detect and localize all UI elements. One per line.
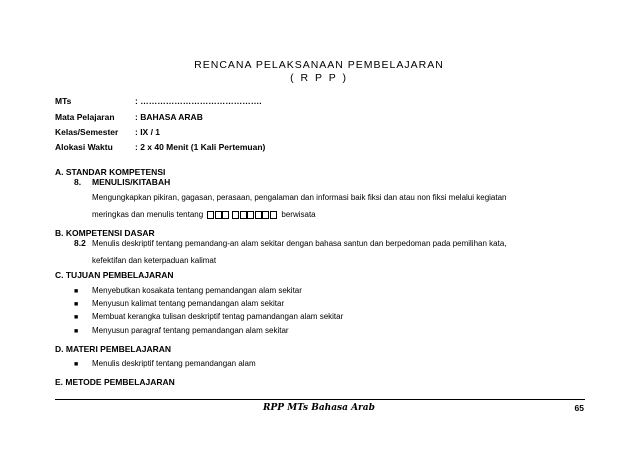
bullet-icon: ■ — [74, 361, 79, 368]
list-item-text: Menyusun kalimat tentang pemandangan alam sekitar — [92, 299, 285, 308]
section-a-text-line1: Mengungkapkan pikiran, gagasan, perasaan, pengalaman dan informasi baik fiksi dan atau non fiksi melalui kegiatan — [92, 193, 507, 202]
info-label: Alokasi Waktu — [55, 142, 113, 152]
info-row-kelas-semester — [55, 127, 160, 138]
competency-number: 8. — [74, 177, 82, 187]
competency-number: 8.2 — [74, 238, 86, 248]
bullet-icon: ■ — [74, 314, 79, 321]
info-row-alokasi-waktu — [55, 142, 265, 153]
footer-divider — [55, 399, 585, 400]
competency-title: MENULIS/KITABAH — [92, 177, 171, 187]
line-text-after: berwisata — [281, 210, 316, 219]
info-label: Kelas/Semester — [55, 127, 119, 137]
section-a-heading: A. STANDAR KOMPETENSI — [55, 167, 166, 177]
footer-title: RPP MTs Bahasa Arab — [263, 403, 375, 413]
list-item-text: Menulis deskriptif tentang pemandangan alam — [92, 359, 256, 368]
competency-text: Menulis deskriptif tentang pemandang-an alam sekitar dengan bahasa santun dan berpedoman pada pemilihan kata, — [92, 239, 507, 248]
section-a-subheading — [74, 177, 170, 188]
document-title: RENCANA PELAKSANAAN PEMBELAJARAN — [194, 59, 444, 71]
info-value: : 2 x 40 Menit (1 Kali Pertemuan) — [135, 142, 266, 152]
list-item — [74, 358, 256, 370]
info-label: MTs — [55, 96, 72, 106]
bullet-icon: ■ — [74, 288, 79, 295]
arabic-script-glyphs — [207, 209, 277, 220]
info-label: Mata Pelajaran — [55, 112, 115, 122]
section-c-heading: C. TUJUAN PEMBELAJARAN — [55, 270, 174, 280]
page-number: 65 — [574, 403, 584, 413]
info-value: : BAHASA ARAB — [135, 112, 203, 122]
list-item — [74, 311, 343, 323]
document-subtitle: ( R P P ) — [290, 72, 348, 84]
bullet-icon: ■ — [74, 328, 79, 335]
section-d-heading: D. MATERI PEMBELAJARAN — [55, 344, 172, 354]
list-item — [74, 325, 289, 337]
info-value: : IX / 1 — [135, 127, 161, 137]
info-value: : ……………………………………. — [135, 96, 262, 106]
bullet-icon: ■ — [74, 301, 79, 308]
list-item-text: Membuat kerangka tulisan deskriptif tentag pamandangan alam sekitar — [92, 312, 344, 321]
list-item — [74, 285, 302, 297]
section-a-text-line2 — [92, 209, 316, 220]
info-row-mata-pelajaran — [55, 112, 203, 123]
info-row-mts — [55, 96, 262, 107]
list-item — [74, 298, 284, 310]
line-text-before: meringkas dan menulis tentang — [92, 210, 204, 219]
list-item-text: Menyusun paragraf tentang pemandangan alam sekitar — [92, 326, 289, 335]
section-b-heading: B. KOMPETENSI DASAR — [55, 228, 155, 238]
section-e-heading: E. METODE PEMBELAJARAN — [55, 377, 175, 387]
list-item-text: Menyebutkan kosakata tentang pemandangan alam sekitar — [92, 286, 302, 295]
section-b-line1 — [74, 238, 507, 249]
section-b-text-line2: kefektifan dan keterpaduan kalimat — [92, 256, 217, 265]
